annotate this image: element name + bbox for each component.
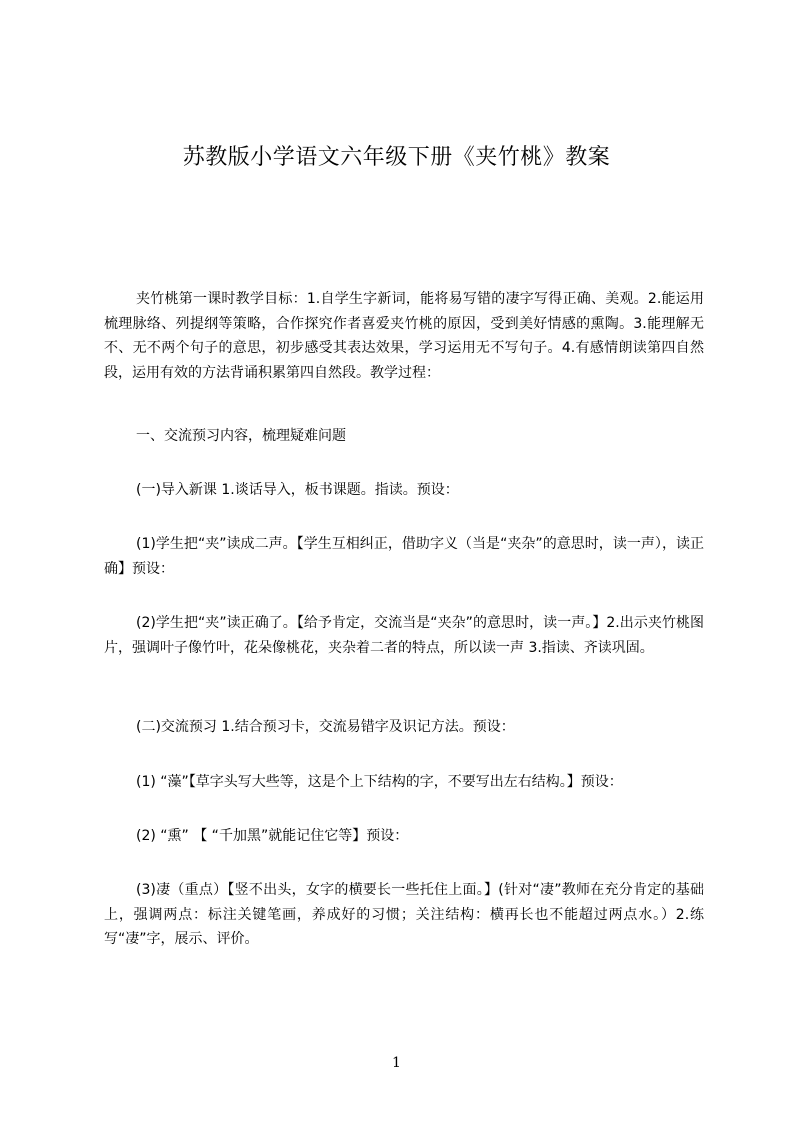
document-title: 苏教版小学语文六年级下册《夹竹桃》教案 — [182, 145, 611, 170]
section-heading-1: 一、交流预习内容，梳理疑难问题 — [136, 428, 346, 444]
paragraph-char-xun: (2) “熏” 【 “千加黑”就能记住它等】预设： — [136, 828, 409, 844]
paragraph-char-zao: (1) “藻”【草字头写大些等，这是个上下结构的字，不要写出左右结构。】预设： — [136, 774, 623, 790]
paragraph-preview: (二)交流预习 1.结合预习卡，交流易错字及识记方法。预设： — [136, 719, 515, 735]
page-number: 1 — [392, 1055, 401, 1071]
paragraph-objectives: 夹竹桃第一课时教学目标：1.自学生字新词，能将易写错的凄字写得正确、美观。2.能运用梳理脉络、列提纲等策略，合作探究作者喜爱夹竹桃的原因，受到美好情感的熏陶。3.能理解无不、无不两个句子的意思，初步感受其表达效果，学习运用无不写句子。4.有感情朗读第四自然段，运用有效的方法背诵积累第四自然段。教学过程： — [104, 291, 704, 381]
paragraph-char-qi: (3)凄（重点）【竖不出头，女字的横要长一些托住上面。】(针对“凄”教师在充分肯定的基础上，强调两点：标注关键笔画，养成好的习惯；关注结构：横再长也不能超过两点水。）2.练写“凄”字，展示、评价。 — [104, 882, 704, 947]
paragraph-preset-2: (2)学生把“夹”读正确了。【给予肯定，交流当是“夹杂”的意思时，读一声。】2.出示夹竹桃图片，强调叶子像竹叶，花朵像桃花，夹杂着二者的特点，所以读一声 3.指读、齐读巩固。 — [104, 615, 704, 656]
paragraph-intro: (一)导入新课 1.谈话导入，板书课题。指读。预设： — [136, 482, 459, 498]
paragraph-preset-1: (1)学生把“夹”读成二声。【学生互相纠正，借助字义（当是“夹杂”的意思时，读一声），读正确】预设： — [104, 536, 704, 577]
